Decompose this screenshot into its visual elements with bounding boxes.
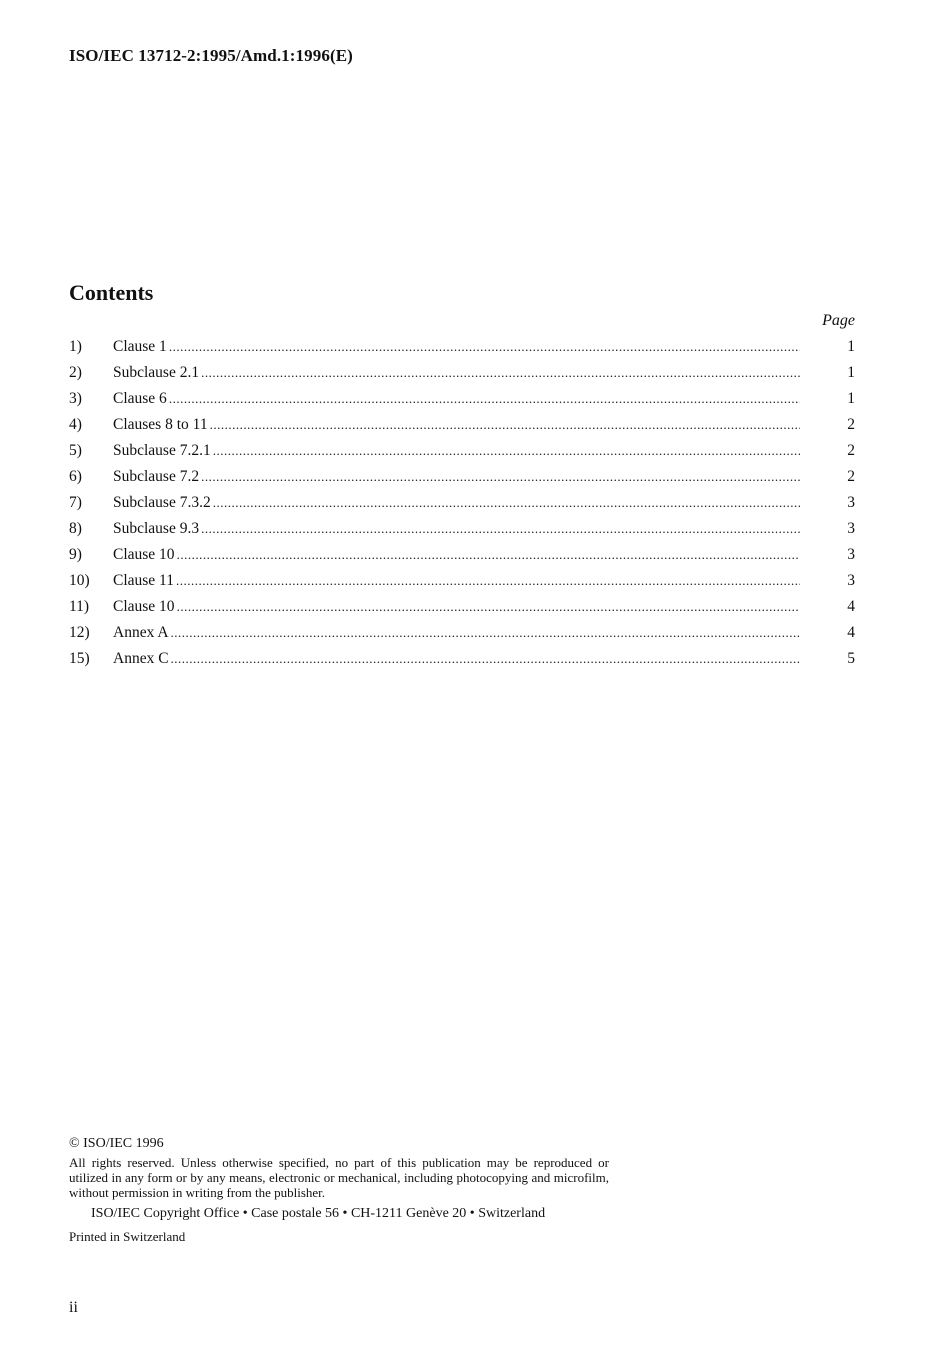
toc-entry-page: 1 — [847, 338, 855, 355]
leader-dots — [213, 495, 800, 511]
toc-entry[interactable] — [69, 468, 855, 494]
toc-entry-label: Clause 10 — [113, 598, 175, 615]
toc-entry-number: 7) — [69, 494, 82, 511]
toc-entry-label: Annex A — [113, 624, 169, 641]
toc-entry-number: 9) — [69, 546, 82, 563]
toc-entry[interactable] — [69, 572, 855, 598]
toc-entry-label: Subclause 2.1 — [113, 364, 200, 381]
contents-title: Contents — [69, 280, 154, 305]
toc-entry[interactable] — [69, 338, 855, 364]
leader-dots — [201, 469, 800, 485]
page-column-label: Page — [822, 312, 855, 329]
copyright-notice — [69, 1136, 609, 1244]
toc-entry-number: 1) — [69, 338, 82, 355]
document-header: ISO/IEC 13712-2:1995/Amd.1:1996(E) — [69, 46, 353, 65]
toc-entry[interactable] — [69, 624, 855, 650]
toc-entry-number: 2) — [69, 364, 82, 381]
toc-entry-number: 4) — [69, 416, 82, 433]
toc-entry-label: Clauses 8 to 11 — [113, 416, 208, 433]
toc-entry-page: 2 — [847, 416, 855, 433]
toc-entry-label: Clause 6 — [113, 390, 167, 407]
toc-entry-number: 3) — [69, 390, 82, 407]
toc-entry-page: 1 — [847, 364, 855, 381]
page-number: ii — [69, 1299, 78, 1316]
copyright-office-address: ISO/IEC Copyright Office • Case postale 56 • CH-1211 Genève 20 • Switzerland — [91, 1206, 546, 1221]
toc-entry-page: 3 — [847, 494, 855, 511]
table-of-contents — [69, 338, 855, 676]
toc-entry[interactable] — [69, 520, 855, 546]
toc-entry-label: Clause 11 — [113, 572, 174, 589]
toc-entry-page: 4 — [847, 598, 855, 615]
toc-entry-number: 5) — [69, 442, 82, 459]
toc-entry-page: 4 — [847, 624, 855, 641]
leader-dots — [210, 417, 800, 433]
toc-entry-label: Subclause 9.3 — [113, 520, 200, 537]
toc-entry[interactable] — [69, 598, 855, 624]
toc-entry[interactable] — [69, 494, 855, 520]
toc-entry-label: Annex C — [113, 650, 169, 667]
rights-statement: All rights reserved. Unless otherwise specified, no part of this publication may be reproduced or utilized in any form or by any means, electronic or mechanical, including photocopying and microfilm, without permission in writing from the publisher. — [69, 1155, 609, 1200]
toc-entry-page: 2 — [847, 442, 855, 459]
toc-entry[interactable] — [69, 546, 855, 572]
toc-entry-number: 10) — [69, 572, 90, 589]
toc-entry-page: 2 — [847, 468, 855, 485]
printed-in: Printed in Switzerland — [69, 1229, 186, 1244]
leader-dots — [201, 365, 800, 381]
toc-entry[interactable] — [69, 442, 855, 468]
toc-entry-number: 6) — [69, 468, 82, 485]
leader-dots — [213, 443, 800, 459]
toc-entry-page: 5 — [847, 650, 855, 667]
toc-entry-page: 3 — [847, 546, 855, 563]
leader-dots — [169, 339, 800, 355]
toc-entry-number: 12) — [69, 624, 90, 641]
toc-entry[interactable] — [69, 416, 855, 442]
copyright-year: © ISO/IEC 1996 — [69, 1136, 164, 1151]
toc-entry[interactable] — [69, 364, 855, 390]
leader-dots — [171, 651, 800, 667]
toc-entry[interactable] — [69, 390, 855, 416]
toc-entry-page: 3 — [847, 572, 855, 589]
leader-dots — [177, 599, 800, 615]
toc-entry-label: Subclause 7.3.2 — [113, 494, 211, 511]
toc-entry-label: Subclause 7.2 — [113, 468, 200, 485]
leader-dots — [201, 521, 800, 537]
toc-entry-page: 3 — [847, 520, 855, 537]
toc-entry[interactable] — [69, 650, 855, 676]
leader-dots — [176, 573, 800, 589]
toc-entry-number: 8) — [69, 520, 82, 537]
leader-dots — [171, 625, 800, 641]
leader-dots — [177, 547, 800, 563]
toc-entry-label: Subclause 7.2.1 — [113, 442, 211, 459]
toc-entry-label: Clause 10 — [113, 546, 175, 563]
toc-entry-label: Clause 1 — [113, 338, 167, 355]
toc-entry-page: 1 — [847, 390, 855, 407]
toc-entry-number: 15) — [69, 650, 90, 667]
toc-entry-number: 11) — [69, 598, 90, 615]
leader-dots — [169, 391, 800, 407]
